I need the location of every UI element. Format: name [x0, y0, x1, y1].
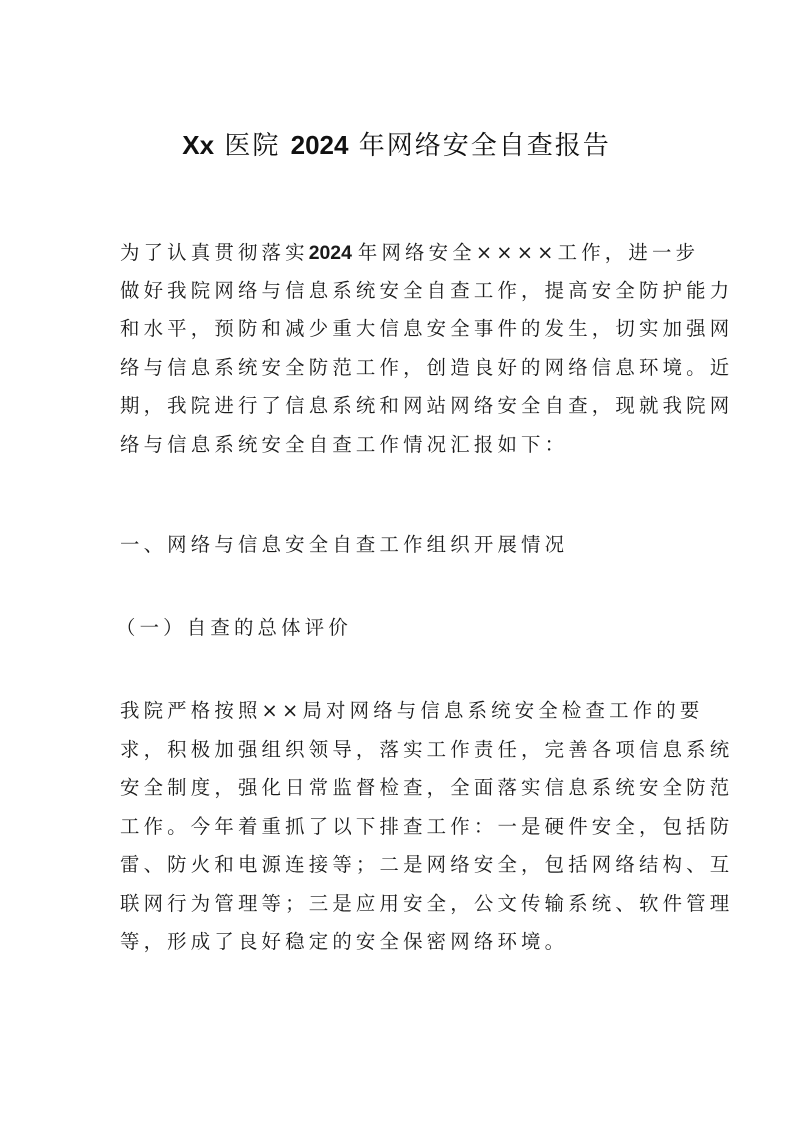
intro-line-2: 做好我院网络与信息系统安全自查工作，提高安全防护能力	[120, 279, 734, 302]
document-title	[0, 127, 793, 164]
intro-line-3: 和水平，预防和减少重大信息安全事件的发生，切实加强网	[120, 317, 734, 340]
title-part-1: 医院	[214, 131, 291, 161]
intro-line-5: 期，我院进行了信息系统和网站网络安全自查，现就我院网	[120, 394, 734, 417]
intro-line-1	[120, 240, 700, 266]
body-line-2: 求，积极加强组织领导，落实工作责任，完善各项信息系统	[120, 738, 734, 761]
intro-line-1-year: 2024	[308, 242, 352, 264]
intro-line-6: 络与信息系统安全自查工作情况汇报如下：	[120, 433, 569, 456]
intro-line-1-after: 年网络安全××××工作，进一步	[357, 241, 700, 264]
body-line-6: 联网行为管理等；三是应用安全，公文传输系统、软件管理	[120, 892, 734, 915]
body-line-1: 我院严格按照××局对网络与信息系统安全检查工作的要	[120, 699, 704, 722]
body-line-4: 工作。今年着重抓了以下排查工作：一是硬件安全，包括防	[120, 815, 734, 838]
intro-line-1-before: 为了认真贯彻落实	[120, 241, 309, 264]
section-heading-1: 一、网络与信息安全自查工作组织开展情况	[120, 533, 569, 556]
intro-line-4: 络与信息系统安全防范工作，创造良好的网络信息环境。近	[120, 356, 734, 379]
subsection-heading-1: （一）自查的总体评价	[116, 616, 352, 639]
title-year: 2024	[290, 130, 349, 160]
body-line-3: 安全制度，强化日常监督检查，全面落实信息系统安全防范	[120, 776, 734, 799]
title-prefix: Xx	[182, 130, 215, 160]
title-part-2: 年网络安全自查报告	[348, 131, 611, 161]
body-line-7: 等，形成了良好稳定的安全保密网络环境。	[120, 930, 569, 953]
body-line-5: 雷、防火和电源连接等；二是网络安全，包括网络结构、互	[120, 853, 734, 876]
